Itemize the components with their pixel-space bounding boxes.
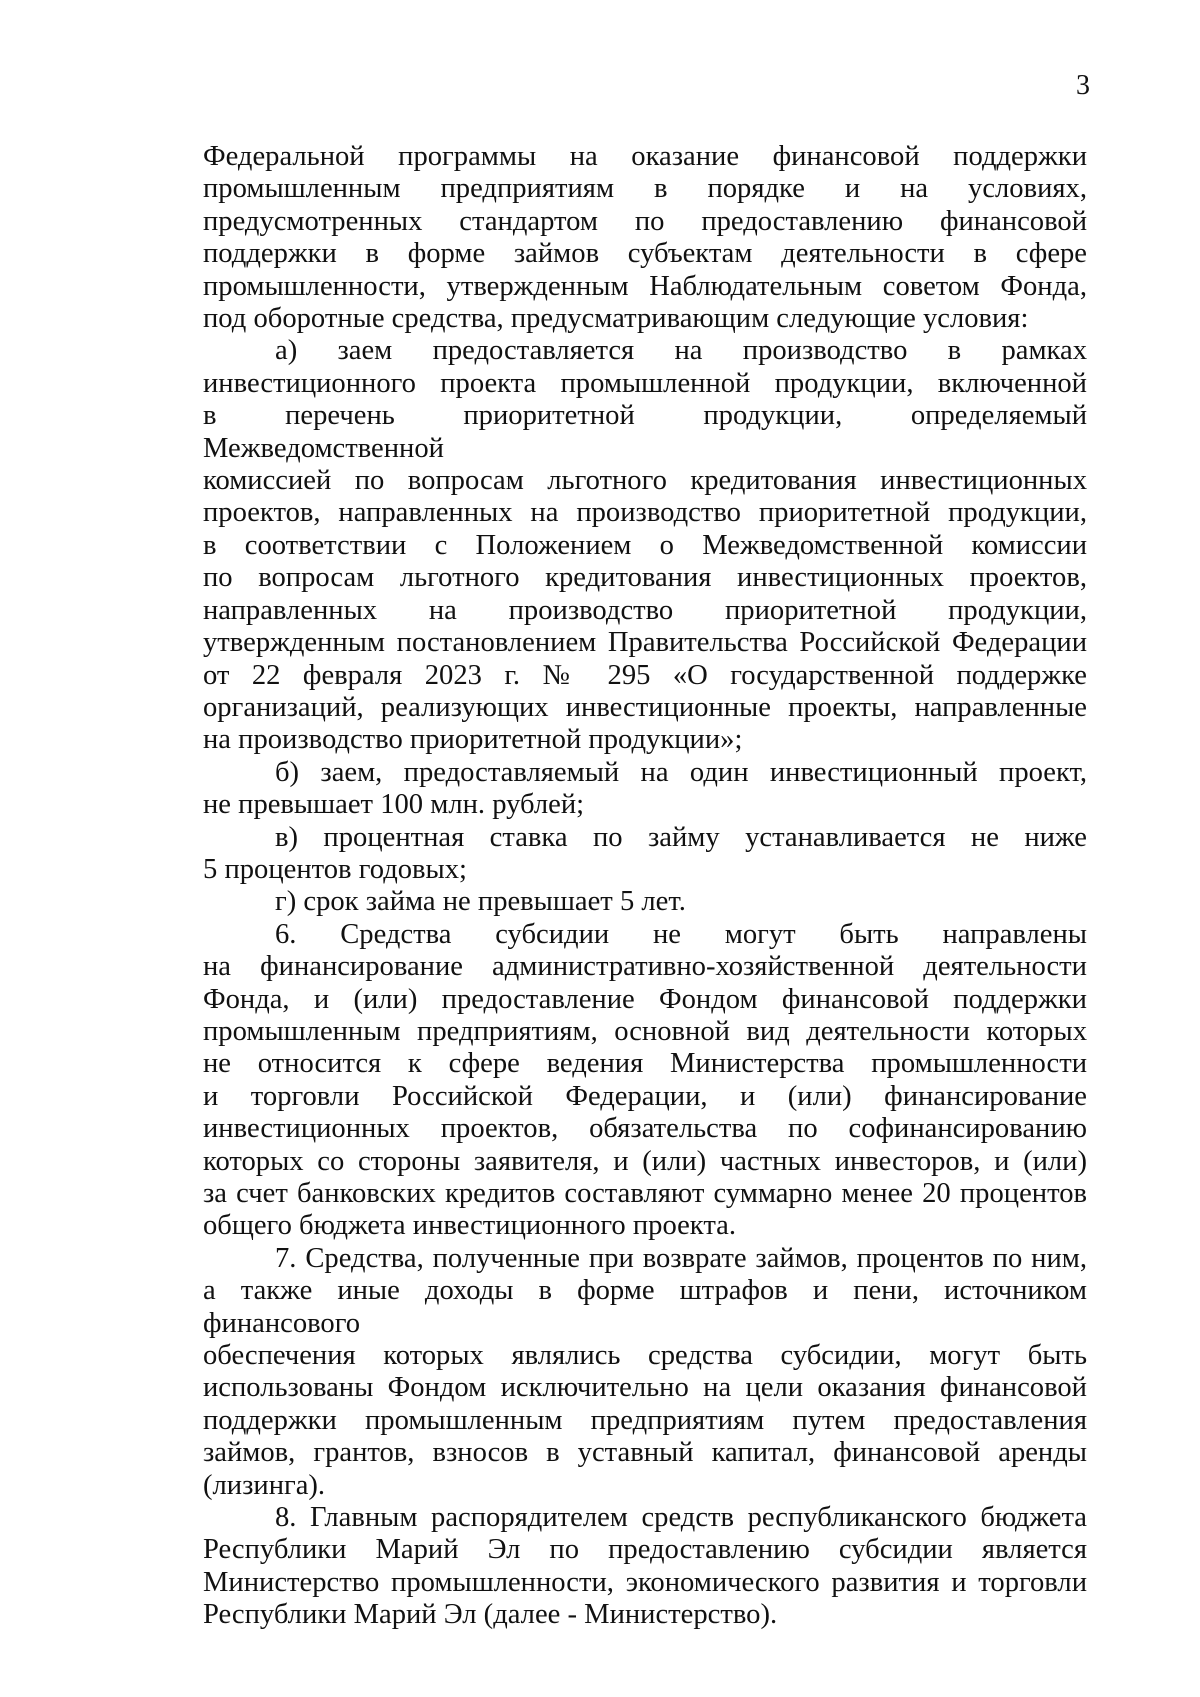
text-line: Фонда, и (или) предоставление Фондом финансовой поддержки	[203, 983, 1087, 1015]
text-line: а также иные доходы в форме штрафов и пени, источником финансового	[203, 1275, 1087, 1339]
text-line: от 22 февраля 2023 г. № 295 «О государственной поддержке	[203, 659, 1087, 691]
text-line: поддержки промышленным предприятиям путем предоставления	[203, 1404, 1087, 1436]
text-line: предусмотренных стандартом по предоставлению финансовой	[203, 205, 1087, 237]
text-line: в соответствии с Положением о Межведомственной комиссии	[203, 529, 1087, 561]
text-line: 8. Главным распорядителем средств республиканского бюджета	[275, 1502, 1087, 1534]
text-line: б) заем, предоставляемый на один инвестиционный проект,	[275, 756, 1087, 788]
text-line: под оборотные средства, предусматривающим следующие условия:	[203, 303, 1029, 335]
text-line: организаций, реализующих инвестиционные проекты, направленные	[203, 691, 1087, 723]
text-line: проектов, направленных на производство приоритетной продукции,	[203, 497, 1087, 529]
text-line: промышленным предприятиям, основной вид деятельности которых	[203, 1015, 1087, 1047]
text-line: Республики Марий Эл по предоставлению субсидии является	[203, 1534, 1087, 1566]
text-line: Республики Марий Эл (далее - Министерство).	[203, 1599, 778, 1631]
text-line: использованы Фондом исключительно на цели оказания финансовой	[203, 1372, 1087, 1404]
text-line: Федеральной программы на оказание финансовой поддержки	[203, 141, 1087, 172]
text-line: на производство приоритетной продукции»;	[203, 724, 743, 756]
text-line: в перечень приоритетной продукции, определяемый Межведомственной	[203, 400, 1087, 464]
text-line: промышленным предприятиям в порядке и на условиях,	[203, 173, 1087, 205]
text-line: займов, грантов, взносов в уставный капитал, финансовой аренды	[203, 1437, 1087, 1469]
text-line: г) срок займа не превышает 5 лет.	[275, 886, 686, 918]
paragraph-1	[203, 141, 1087, 335]
text-line: на финансирование административно-хозяйственной деятельности	[203, 951, 1087, 983]
text-line: обеспечения которых являлись средства субсидии, могут быть	[203, 1340, 1087, 1372]
text-line: 5 процентов годовых;	[203, 853, 467, 885]
page-number: 3	[1076, 70, 1090, 101]
text-line: по вопросам льготного кредитования инвестиционных проектов,	[203, 562, 1087, 594]
text-line: поддержки в форме займов субъектам деятельности в сфере	[203, 238, 1087, 270]
paragraph-8	[203, 1502, 1087, 1632]
text-line: не относится к сфере ведения Министерства промышленности	[203, 1048, 1087, 1080]
text-line: не превышает 100 млн. рублей;	[203, 789, 585, 821]
paragraph-6	[203, 919, 1087, 1243]
text-line: и торговли Российской Федерации, и (или) финансирование	[203, 1080, 1087, 1112]
text-line: утвержденным постановлением Правительства Российской Федерации	[203, 627, 1087, 659]
text-line: направленных на производство приоритетной продукции,	[203, 594, 1087, 626]
text-line: (лизинга).	[203, 1469, 326, 1501]
paragraph-item-v	[203, 822, 1087, 887]
paragraph-7	[203, 1243, 1087, 1502]
text-line: которых со стороны заявителя, и (или) частных инвесторов, и (или)	[203, 1145, 1087, 1177]
text-line: в) процентная ставка по займу устанавливается не ниже	[275, 821, 1087, 853]
paragraph-item-a	[203, 335, 1087, 756]
text-line: общего бюджета инвестиционного проекта.	[203, 1210, 737, 1242]
text-line: 7. Средства, полученные при возврате займов, процентов по ним,	[275, 1242, 1087, 1274]
text-line: комиссией по вопросам льготного кредитования инвестиционных	[203, 465, 1087, 497]
text-line: Министерство промышленности, экономического развития и торговли	[203, 1566, 1087, 1598]
text-line: инвестиционного проекта промышленной продукции, включенной	[203, 367, 1087, 399]
text-line: промышленности, утвержденным Наблюдательным советом Фонда,	[203, 270, 1087, 302]
text-line: за счет банковских кредитов составляют суммарно менее 20 процентов	[203, 1178, 1087, 1209]
paragraph-item-b	[203, 757, 1087, 822]
document-body	[203, 141, 1087, 1632]
text-line: инвестиционных проектов, обязательства по софинансированию	[203, 1113, 1087, 1145]
paragraph-item-g	[203, 886, 1087, 918]
text-line: 6. Средства субсидии не могут быть направлены	[275, 918, 1087, 950]
text-line: а) заем предоставляется на производство в рамках	[275, 335, 1087, 367]
